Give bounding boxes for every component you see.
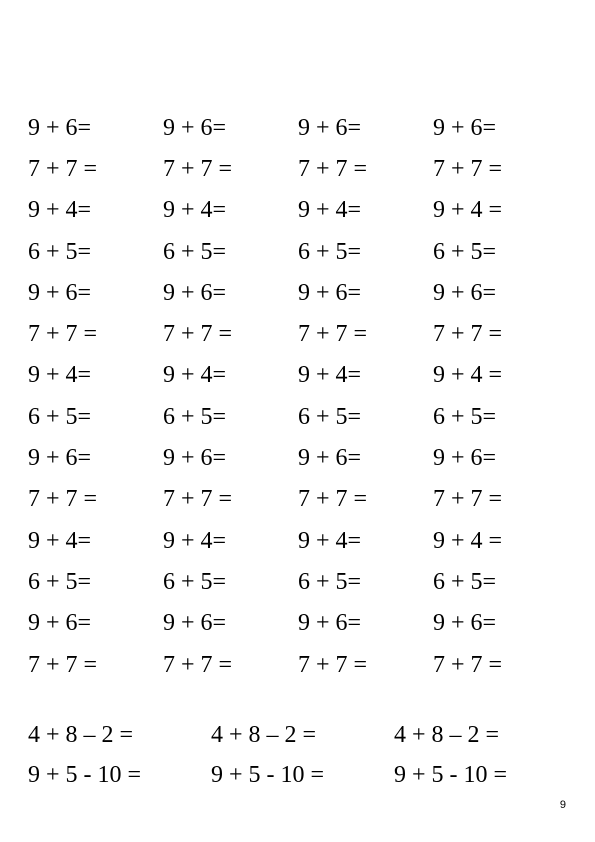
problem-row bbox=[28, 755, 578, 795]
math-problem: 9 + 6= bbox=[298, 610, 362, 637]
problem-row bbox=[28, 644, 568, 685]
problem-row bbox=[28, 603, 568, 644]
problem-row bbox=[28, 313, 568, 354]
math-problem: 9 + 4= bbox=[163, 197, 227, 224]
math-problem: 9 + 6= bbox=[28, 610, 92, 637]
math-problem: 7 + 7 = bbox=[28, 321, 98, 348]
math-problem: 9 + 4= bbox=[28, 197, 92, 224]
math-problem: 9 + 4= bbox=[28, 362, 92, 389]
math-problem: 9 + 5 - 10 = bbox=[28, 762, 142, 788]
math-problem: 9 + 4 = bbox=[433, 527, 503, 554]
math-problem: 7 + 7 = bbox=[163, 651, 233, 678]
math-problem: 4 + 8 – 2 = bbox=[28, 722, 134, 748]
math-problem: 7 + 7 = bbox=[28, 651, 98, 678]
math-problem: 9 + 4= bbox=[298, 362, 362, 389]
math-problem: 7 + 7 = bbox=[433, 155, 503, 182]
math-problem: 6 + 5= bbox=[28, 403, 92, 430]
math-problem: 9 + 6= bbox=[433, 445, 497, 472]
problem-row bbox=[28, 437, 568, 478]
problem-row bbox=[28, 231, 568, 272]
math-problem: 9 + 6= bbox=[163, 445, 227, 472]
addition-problem-grid bbox=[28, 107, 568, 685]
problem-row bbox=[28, 479, 568, 520]
math-problem: 6 + 5= bbox=[433, 568, 497, 595]
problem-row bbox=[28, 355, 568, 396]
math-problem: 9 + 4= bbox=[163, 527, 227, 554]
math-problem: 6 + 5= bbox=[163, 238, 227, 265]
problem-row bbox=[28, 396, 568, 437]
mixed-problem-grid bbox=[28, 715, 578, 795]
math-problem: 9 + 6= bbox=[28, 114, 92, 141]
math-problem: 9 + 6= bbox=[433, 279, 497, 306]
math-problem: 9 + 6= bbox=[28, 279, 92, 306]
problem-row bbox=[28, 715, 578, 755]
math-problem: 6 + 5= bbox=[163, 568, 227, 595]
math-problem: 7 + 7 = bbox=[298, 486, 368, 513]
math-problem: 9 + 6= bbox=[298, 114, 362, 141]
math-problem: 7 + 7 = bbox=[28, 155, 98, 182]
math-problem: 9 + 4 = bbox=[433, 197, 503, 224]
math-problem: 4 + 8 – 2 = bbox=[211, 722, 317, 748]
math-problem: 7 + 7 = bbox=[298, 321, 368, 348]
math-problem: 6 + 5= bbox=[298, 238, 362, 265]
math-problem: 9 + 6= bbox=[163, 279, 227, 306]
math-problem: 9 + 4= bbox=[298, 197, 362, 224]
math-problem: 7 + 7 = bbox=[163, 155, 233, 182]
math-problem: 9 + 6= bbox=[433, 610, 497, 637]
math-problem: 7 + 7 = bbox=[163, 321, 233, 348]
problem-row bbox=[28, 107, 568, 148]
math-problem: 9 + 6= bbox=[433, 114, 497, 141]
problem-row bbox=[28, 190, 568, 231]
math-problem: 6 + 5= bbox=[433, 238, 497, 265]
math-problem: 9 + 6= bbox=[298, 279, 362, 306]
math-problem: 9 + 4= bbox=[298, 527, 362, 554]
math-problem: 7 + 7 = bbox=[163, 486, 233, 513]
problem-row bbox=[28, 148, 568, 189]
math-problem: 9 + 6= bbox=[163, 114, 227, 141]
math-problem: 7 + 7 = bbox=[298, 155, 368, 182]
math-problem: 6 + 5= bbox=[28, 568, 92, 595]
math-problem: 9 + 6= bbox=[28, 445, 92, 472]
math-problem: 6 + 5= bbox=[298, 403, 362, 430]
math-problem: 6 + 5= bbox=[163, 403, 227, 430]
math-problem: 6 + 5= bbox=[433, 403, 497, 430]
math-problem: 7 + 7 = bbox=[433, 486, 503, 513]
math-problem: 9 + 5 - 10 = bbox=[211, 762, 325, 788]
math-problem: 9 + 4= bbox=[163, 362, 227, 389]
problem-row bbox=[28, 520, 568, 561]
math-problem: 4 + 8 – 2 = bbox=[394, 722, 500, 748]
math-problem: 9 + 5 - 10 = bbox=[394, 762, 508, 788]
math-problem: 9 + 4 = bbox=[433, 362, 503, 389]
math-problem: 7 + 7 = bbox=[298, 651, 368, 678]
math-problem: 7 + 7 = bbox=[433, 321, 503, 348]
problem-row bbox=[28, 561, 568, 602]
problem-row bbox=[28, 272, 568, 313]
math-problem: 6 + 5= bbox=[298, 568, 362, 595]
math-problem: 9 + 4= bbox=[28, 527, 92, 554]
page-number: 9 bbox=[559, 799, 566, 811]
math-problem: 7 + 7 = bbox=[433, 651, 503, 678]
math-problem: 6 + 5= bbox=[28, 238, 92, 265]
math-problem: 9 + 6= bbox=[163, 610, 227, 637]
math-problem: 9 + 6= bbox=[298, 445, 362, 472]
math-problem: 7 + 7 = bbox=[28, 486, 98, 513]
